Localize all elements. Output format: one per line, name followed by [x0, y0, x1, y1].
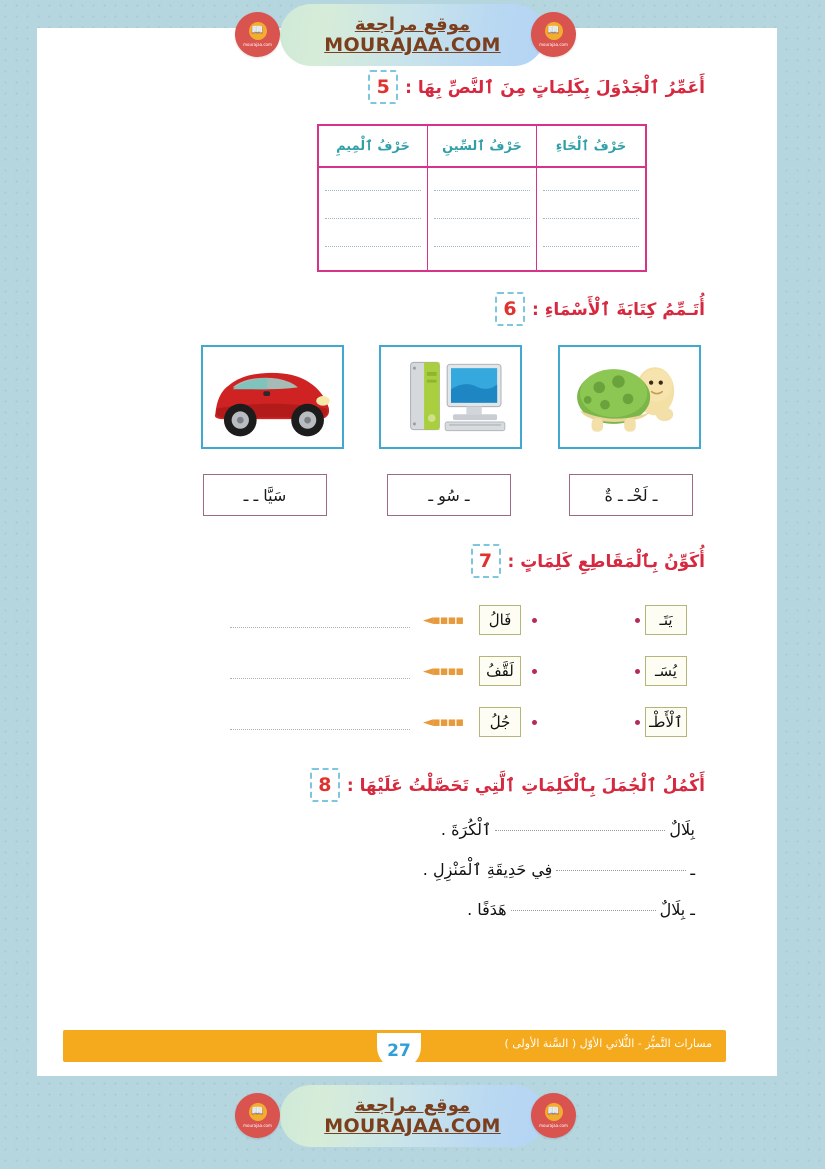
exercise-7-title: أُكَوِّنُ بِٱلْمَقَاطِعِ كَلِمَاتٍ :	[507, 551, 705, 572]
arrow-icon: ◄▪▪▪▪	[423, 613, 464, 628]
table-header-haa: حَرْفُ ٱلْحَاءِ	[537, 126, 645, 168]
promo-badge-subtext: mourajaa.com	[539, 1122, 568, 1128]
table-header-meem: حَرْفُ ٱلْمِيمِ	[319, 126, 427, 168]
promo-logo-badge-left	[235, 1093, 280, 1138]
syllable-box-right-2[interactable]: يُسَـ	[645, 656, 687, 686]
exercise-7-heading	[471, 544, 706, 578]
promo-banner-top	[230, 2, 595, 70]
exercise-5-heading	[368, 70, 705, 104]
writing-line	[325, 217, 421, 219]
sentence-start-2: ـ	[690, 860, 695, 879]
exercise-5-table	[317, 124, 647, 272]
match-dot-middle-2[interactable]	[532, 669, 537, 674]
table-cell-haa[interactable]	[537, 168, 645, 270]
promo-arabic-label: موقع مراجعة	[354, 14, 471, 36]
page-number: 27	[377, 1033, 421, 1069]
writing-line	[543, 245, 639, 247]
match-row-3	[230, 707, 700, 739]
sentence-end-3: هَدَفًا .	[467, 900, 507, 919]
sentence-end-2: فِي حَدِيقَةِ ٱلْمَنْزِلِ .	[422, 860, 553, 879]
sentence-row-1	[441, 820, 695, 839]
promo-badge-subtext: mourajaa.com	[243, 41, 272, 47]
picture-card-car	[201, 345, 344, 449]
exercise-7-number: 7	[471, 544, 501, 578]
match-row-1	[230, 605, 700, 637]
match-dot-middle-3[interactable]	[532, 720, 537, 725]
writing-line	[434, 245, 530, 247]
exercise-8-number: 8	[310, 768, 340, 802]
book-icon: 📖	[545, 1103, 563, 1121]
table-cell-meem[interactable]	[319, 168, 427, 270]
exercise-5-number: 5	[368, 70, 398, 104]
exercise-8-title: أَكْمُلُ ٱلْجُمَلَ بِٱلْكَلِمَاتِ ٱلَّتِي تَحَصَّلْتُ عَلَيْهَا :	[346, 775, 705, 796]
syllable-box-right-1[interactable]: يَتَـ	[645, 605, 687, 635]
syllable-box-middle-3[interactable]: جُلُ	[479, 707, 521, 737]
answer-box-turtle[interactable]: ـ لَحْـ ـ ةٌ	[569, 474, 693, 516]
table-cell-seen[interactable]	[428, 168, 536, 270]
promo-logo-badge-right	[531, 12, 576, 57]
promo-arabic-label: موقع مراجعة	[354, 1095, 471, 1117]
syllable-box-middle-2[interactable]: لَقَّفُ	[479, 656, 521, 686]
answer-line-1[interactable]	[230, 627, 410, 628]
writing-line	[543, 189, 639, 191]
turtle-image	[560, 347, 699, 447]
syllable-box-right-3[interactable]: ٱلْأَطْـ	[645, 707, 687, 737]
picture-card-turtle	[558, 345, 701, 449]
arrow-icon: ◄▪▪▪▪	[423, 715, 464, 730]
exercise-6-number: 6	[495, 292, 525, 326]
writing-line	[325, 189, 421, 191]
picture-card-computer	[379, 345, 522, 449]
table-column-meem	[319, 126, 427, 270]
book-icon: 📖	[545, 22, 563, 40]
match-dot-right-2[interactable]	[635, 669, 640, 674]
exercise-6-title: أُتَـمِّمُ كِتَابَةَ ٱلْأَسْمَاءِ :	[531, 299, 705, 320]
sentence-row-2	[423, 860, 695, 879]
promo-text	[324, 15, 500, 56]
promo-text	[324, 1096, 500, 1137]
promo-banner-bottom	[230, 1083, 595, 1151]
syllable-box-middle-1[interactable]: فَالُ	[479, 605, 521, 635]
promo-badge-subtext: mourajaa.com	[243, 1122, 272, 1128]
answer-line-2[interactable]	[230, 678, 410, 679]
match-dot-right-1[interactable]	[635, 618, 640, 623]
sentence-blank-3[interactable]	[511, 910, 656, 911]
answer-box-computer[interactable]: ـ سُو ـ	[387, 474, 511, 516]
answer-box-car[interactable]: سَيَّا ـ ـ	[203, 474, 327, 516]
promo-logo-badge-right	[531, 1093, 576, 1138]
sentence-start-3: ـ بِلَالٌ	[659, 900, 695, 919]
promo-badge-subtext: mourajaa.com	[539, 41, 568, 47]
sentence-row-3	[467, 900, 695, 919]
footer-label: مسارات التَّميُّز - الثُّلاثي الأوّل ( السَّنة الأولى )	[504, 1037, 712, 1050]
promo-logo-badge-left	[235, 12, 280, 57]
arrow-icon: ◄▪▪▪▪	[423, 664, 464, 679]
book-icon: 📖	[249, 22, 267, 40]
sentence-blank-1[interactable]	[495, 830, 665, 831]
book-icon: 📖	[249, 1103, 267, 1121]
answer-line-3[interactable]	[230, 729, 410, 730]
match-dot-middle-1[interactable]	[532, 618, 537, 623]
writing-line	[434, 217, 530, 219]
promo-domain-label: MOURAJAA.COM	[324, 1115, 501, 1138]
exercise-8-heading	[310, 768, 705, 802]
match-dot-right-3[interactable]	[635, 720, 640, 725]
table-column-seen	[427, 126, 536, 270]
table-column-haa	[536, 126, 645, 270]
sentence-end-1: ٱلْكُرَةَ .	[440, 820, 492, 839]
match-row-2	[230, 656, 700, 688]
writing-line	[543, 217, 639, 219]
exercise-6-heading	[495, 292, 705, 326]
car-image	[203, 347, 342, 447]
table-header-seen: حَرْفُ ٱلسِّينِ	[428, 126, 536, 168]
promo-domain-label: MOURAJAA.COM	[324, 34, 501, 57]
computer-image	[381, 347, 520, 447]
writing-line	[325, 245, 421, 247]
sentence-start-1: بِلَالٌ	[669, 820, 695, 839]
sentence-blank-2[interactable]	[556, 870, 686, 871]
writing-line	[434, 189, 530, 191]
exercise-5-title: أَعَمِّرُ ٱلْجَدْوَلَ بِكَلِمَاتٍ مِنَ ٱلنَّصِّ بِهَا :	[405, 77, 705, 98]
